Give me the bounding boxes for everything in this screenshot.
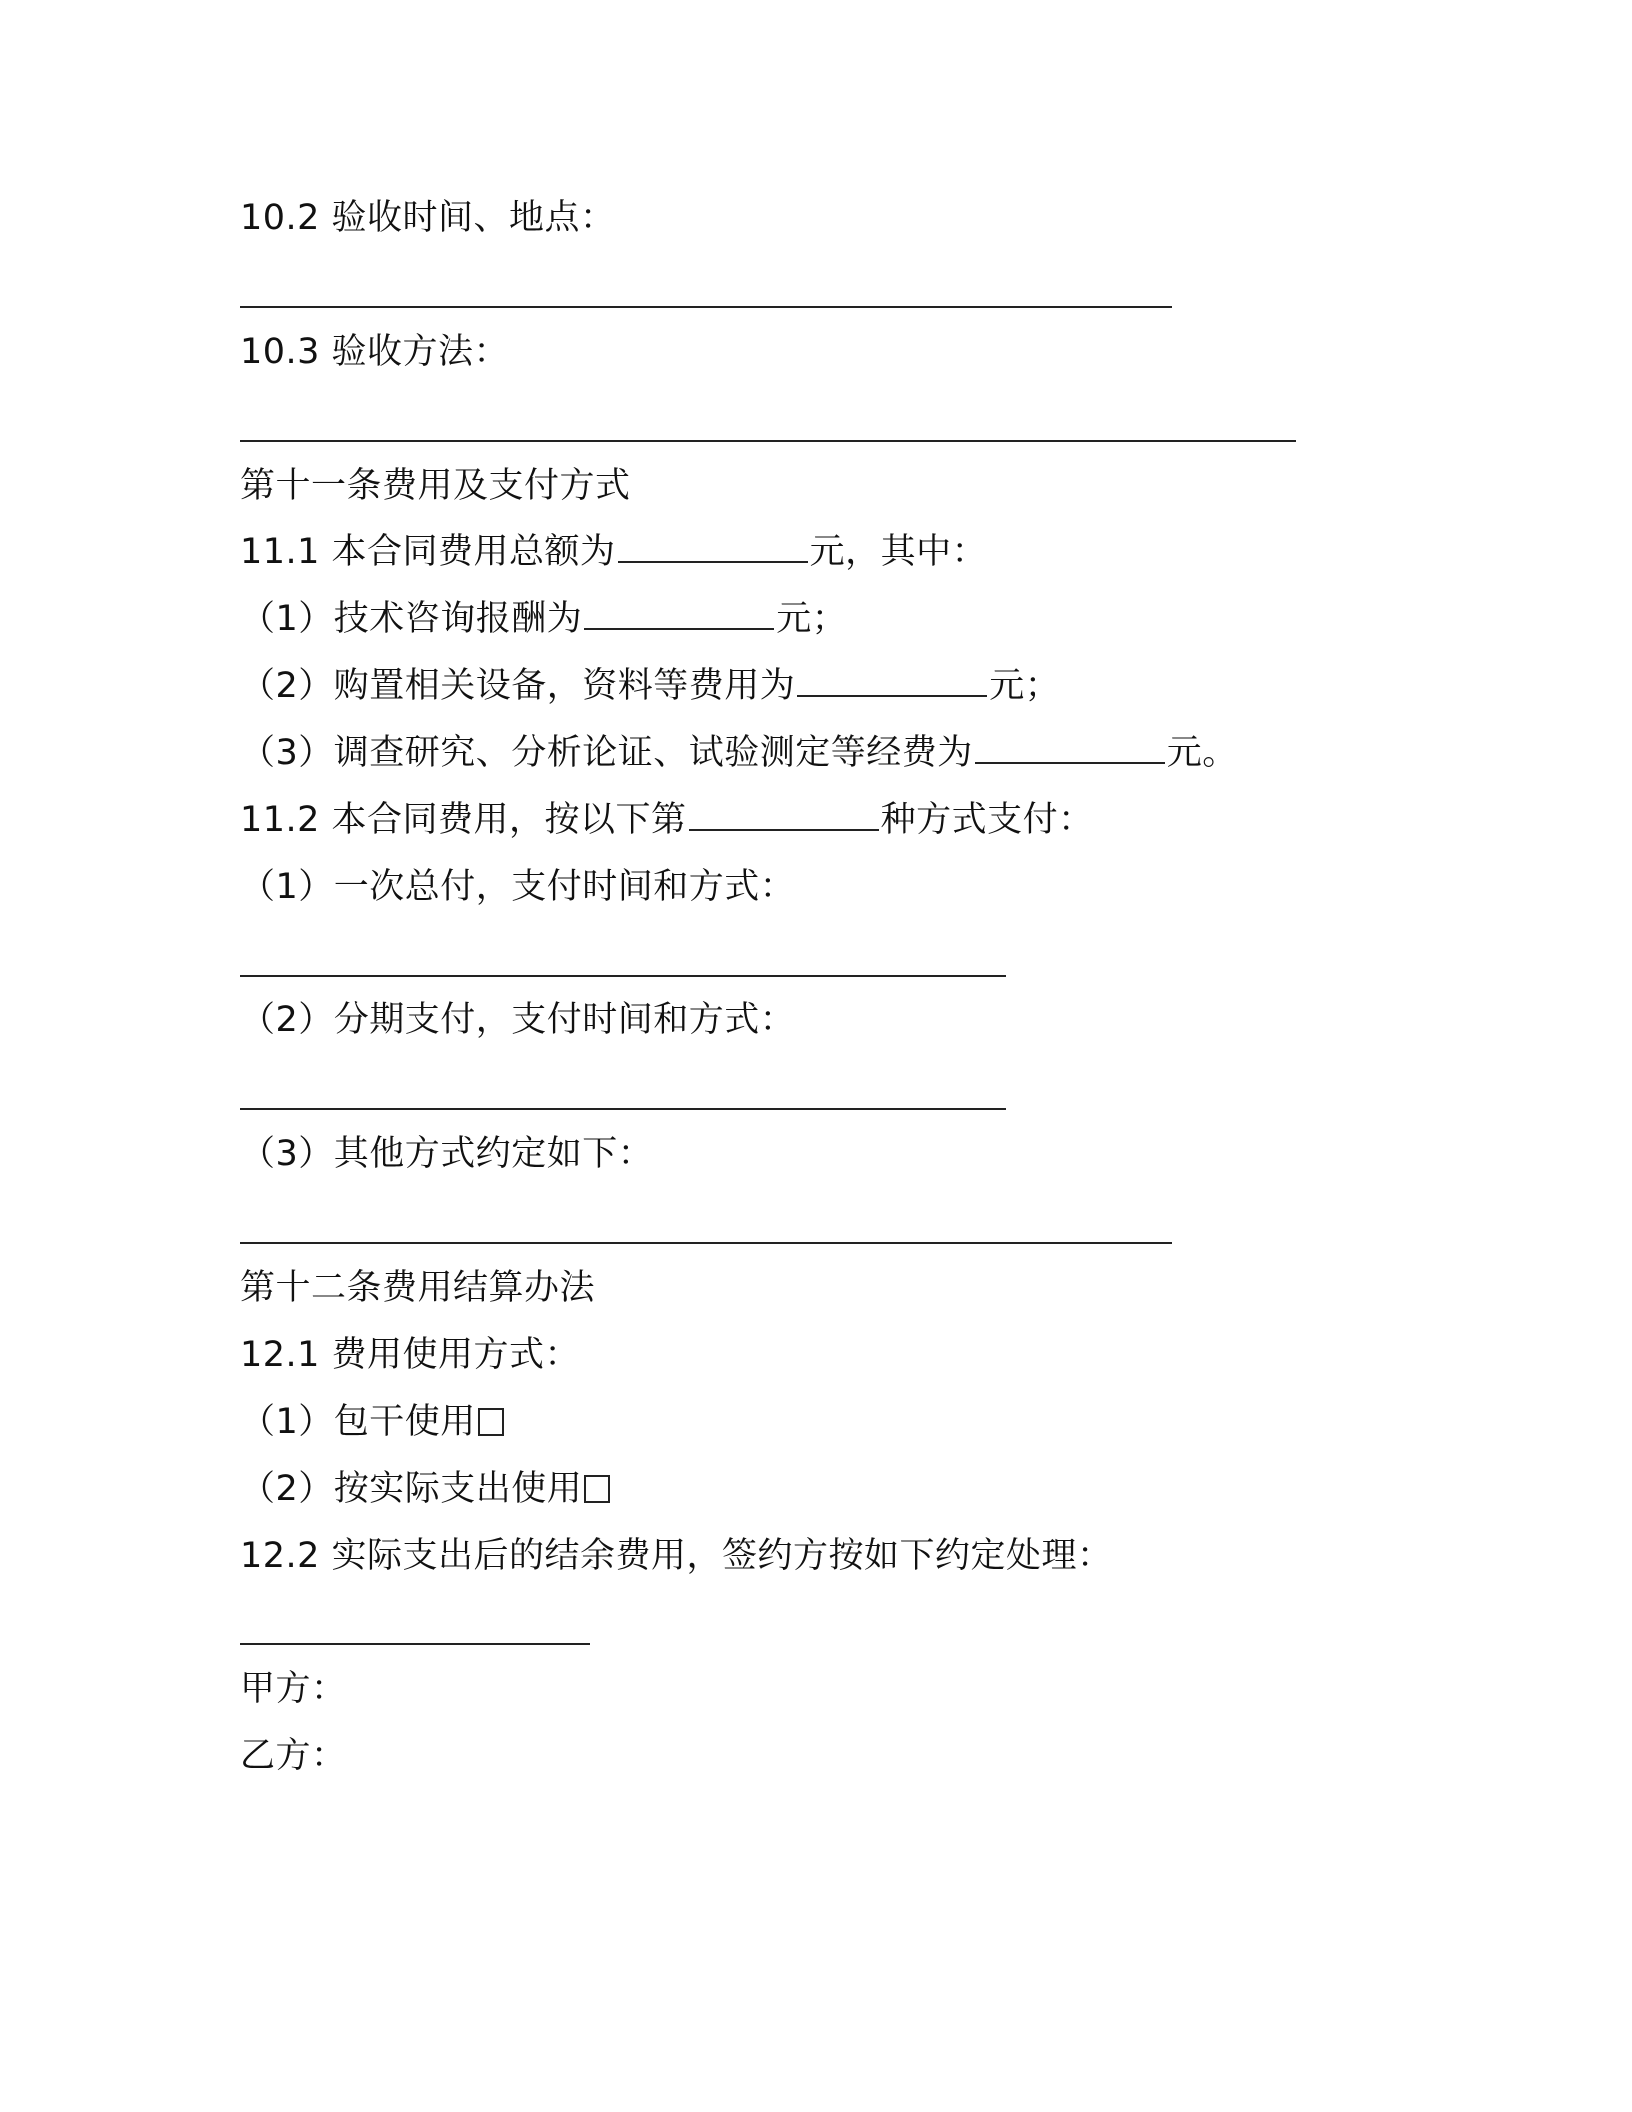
- section-11-2-item-1: [240, 865, 795, 909]
- section-12-2-text: 12.2 实际支出后的结余费用，签约方按如下约定处理：: [240, 1536, 1113, 1576]
- item-2-text-pre: （2）购置相关设备，资料等费用为: [240, 666, 796, 706]
- item-1-text-pre: （1）技术咨询报酬为: [240, 599, 583, 639]
- party-b: [240, 1734, 347, 1778]
- total-fee-blank[interactable]: [618, 531, 808, 563]
- section-11-1-text-pre: 11.1 本合同费用总额为: [240, 532, 616, 572]
- lump-sum-text: （1）一次总付，支付时间和方式：: [240, 867, 796, 907]
- equipment-fee-blank[interactable]: [797, 665, 987, 697]
- blank-line-lump-sum[interactable]: [240, 975, 1006, 977]
- lump-use-text: （1）包干使用: [240, 1402, 476, 1442]
- blank-line-10-2[interactable]: [240, 306, 1172, 308]
- article-12-title: [240, 1266, 595, 1310]
- research-fee-blank[interactable]: [975, 732, 1165, 764]
- payment-method-blank[interactable]: [689, 799, 879, 831]
- other-method-text: （3）其他方式约定如下：: [240, 1134, 654, 1174]
- section-11-1-item-1: [240, 597, 847, 641]
- section-10-2: [240, 196, 616, 240]
- blank-line-10-3[interactable]: [240, 440, 1296, 442]
- section-10-3: [240, 330, 509, 374]
- section-11-2-item-2: [240, 998, 795, 1042]
- section-11-1-item-2: [240, 664, 1060, 708]
- section-10-2-text: 10.2 验收时间、地点：: [240, 198, 616, 238]
- actual-use-checkbox[interactable]: [584, 1475, 610, 1503]
- section-11-1-text-post: 元，其中：: [809, 532, 988, 572]
- section-12-1: [240, 1333, 580, 1377]
- actual-use-text: （2）按实际支出使用: [240, 1469, 583, 1509]
- section-11-1-item-3: [240, 731, 1238, 775]
- section-10-3-text: 10.3 验收方法：: [240, 332, 510, 372]
- party-a: [240, 1667, 347, 1711]
- installment-text: （2）分期支付，支付时间和方式：: [240, 1000, 796, 1040]
- section-12-1-item-2: [240, 1467, 610, 1511]
- item-2-text-post: 元；: [989, 666, 1061, 706]
- article-11-title-text: 第十一条费用及支付方式: [240, 466, 631, 506]
- blank-line-other-method[interactable]: [240, 1242, 1172, 1244]
- section-12-2: [240, 1534, 1113, 1578]
- blank-line-12-2[interactable]: [240, 1643, 590, 1645]
- lump-use-checkbox[interactable]: [478, 1408, 504, 1436]
- article-11-title: [240, 464, 631, 508]
- item-3-text-post: 元。: [1166, 733, 1238, 773]
- section-11-1: [240, 530, 987, 574]
- party-a-label: 甲方：: [240, 1669, 347, 1709]
- item-1-text-post: 元；: [776, 599, 848, 639]
- section-12-1-item-1: [240, 1400, 504, 1444]
- section-11-2: [240, 798, 1094, 842]
- section-11-2-text-post: 种方式支付：: [880, 800, 1094, 840]
- blank-line-installment[interactable]: [240, 1108, 1006, 1110]
- section-11-2-text-pre: 11.2 本合同费用，按以下第: [240, 800, 687, 840]
- section-11-2-item-3: [240, 1132, 653, 1176]
- party-b-label: 乙方：: [240, 1736, 347, 1776]
- section-12-1-text: 12.1 费用使用方式：: [240, 1335, 581, 1375]
- consulting-fee-blank[interactable]: [584, 598, 774, 630]
- item-3-text-pre: （3）调查研究、分析论证、试验测定等经费为: [240, 733, 973, 773]
- article-12-title-text: 第十二条费用结算办法: [240, 1268, 596, 1308]
